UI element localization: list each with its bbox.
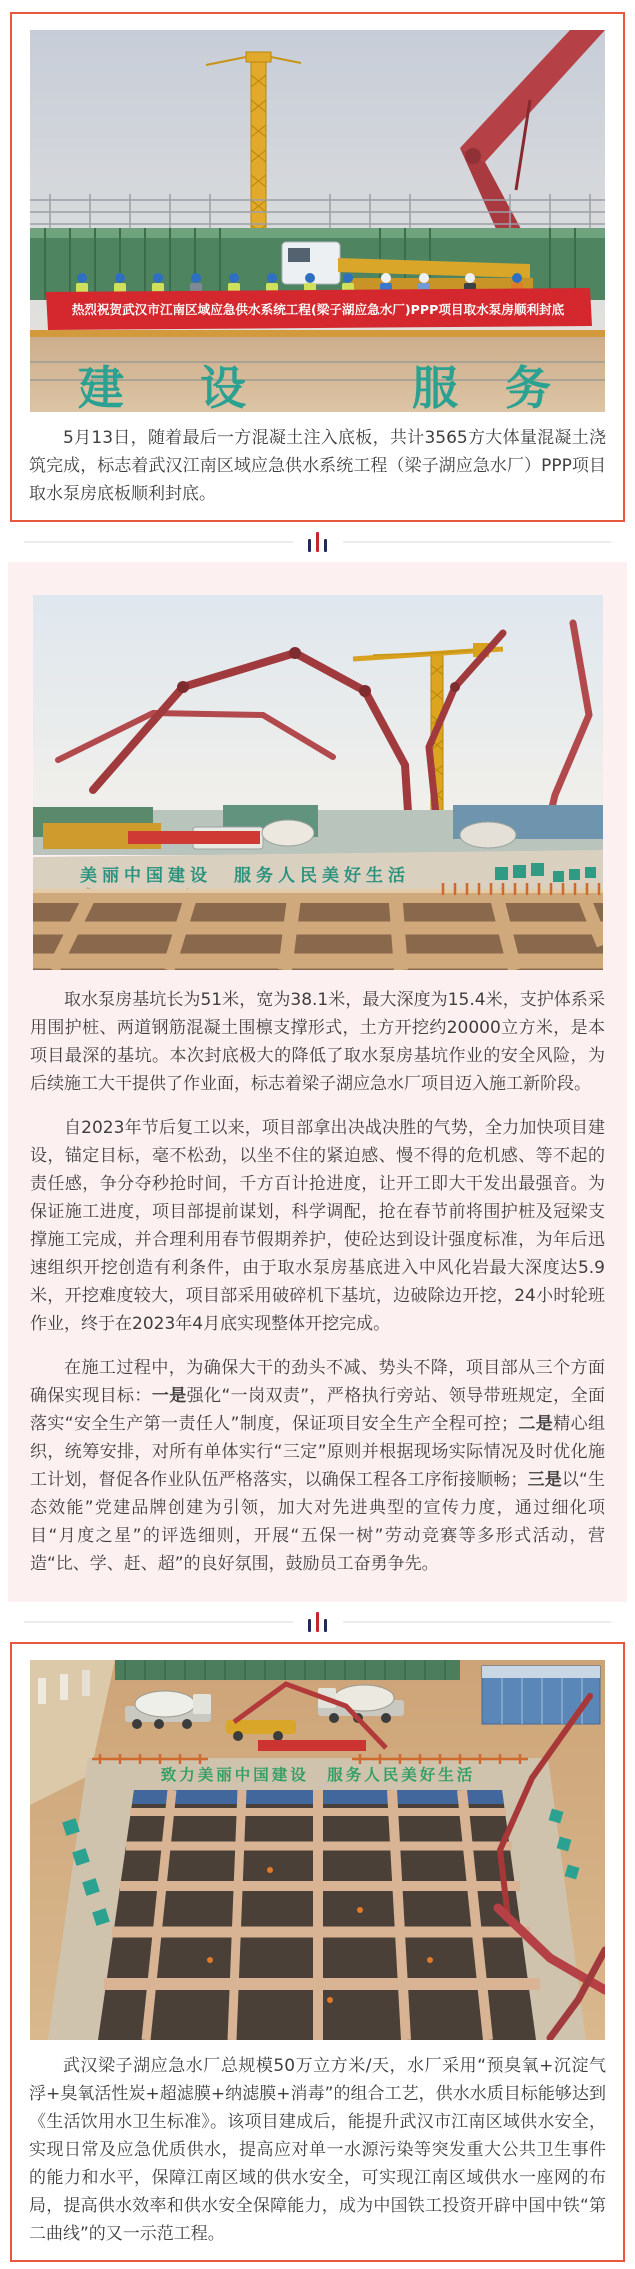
navy-bar xyxy=(324,539,327,552)
ceremony-photo[interactable] xyxy=(30,30,605,412)
text-segment: 强化“一岗双责”，严格执行旁站、领导带班规定，全面落实“安全生产第一责任人”制度，保证项目安全生产全程可控； xyxy=(30,1386,605,1434)
section-plant-overview xyxy=(10,1642,625,2262)
navy-bar xyxy=(308,539,311,552)
paragraph-intro: 5月13日，随着最后一方混凝土注入底板，共计3565方大体量混凝土浇筑完成，标志着武汉江南区域应急供水系统工程（梁子湖应急水厂）PPP项目取水泵房底板顺利封底。 xyxy=(29,428,606,504)
section-intro xyxy=(10,12,625,522)
pouring-photo[interactable] xyxy=(33,595,603,970)
three-bars-icon xyxy=(306,1612,330,1632)
barrier-rail xyxy=(30,330,605,337)
wall-char: 务 xyxy=(505,361,551,412)
text-segment: 以“生态效能”党建品牌创建为引领，加大对先进典型的宣传力度，通过细化项目“月度之星”的评选细则，开展“五保一树”劳动竞赛等多形式活动，营造“比、学、赶、超”的良好氛围，鼓励员工奋勇争先。 xyxy=(30,1470,606,1574)
divider-line xyxy=(343,1621,612,1623)
paragraph-pit-stats: 取水泵房基坑长为51米，宽为38.1米，最大深度为15.4米，支护体系采用围护桩、两道钢筋混凝土围檩支撑形式，土方开挖约20000立方米，是本项目最深的基坑。本次封底极大的降低了取水泵房基坑作业的安全风险，为后续施工大干提供了作业面，标志着梁子湖应急水厂项目迈入施工新阶段。 xyxy=(30,990,605,1094)
container-offices xyxy=(482,1666,600,1724)
divider-line xyxy=(343,541,612,543)
section-divider-1 xyxy=(24,524,611,560)
text-segment: 在施工过程中，为确保大干的劲头不减、势头不降，项目部从三个方面确保实现目标： xyxy=(30,1358,605,1406)
navy-bar xyxy=(324,1619,327,1632)
slogan-wall xyxy=(30,337,605,412)
banner-text: 热烈祝贺武汉市江南区域应急供水系统工程(梁子湖应急水厂)PPP项目取水泵房顺利封底 xyxy=(71,302,565,317)
aerial-pit-photo[interactable] xyxy=(30,1660,605,2040)
paragraph-plant-overview: 武汉梁子湖应急水厂总规模50万立方米/天，水厂采用“预臭氧+沉淀气浮+臭氧活性炭+超滤膜+纳滤膜+消毒”的组合工艺，供水水质目标能够达到《生活饮用水卫生标准》。该项目建成后，能提升武汉市江南区域供水安全，实现日常及应急优质供水，提高应对单一水源污染等突发重大公共卫生事件的能力和水平，保障江南区域的供水安全，可实现江南区域供水一座网的布局，提高供水效率和供水安全保障能力，成为中国铁工投资开辟中国中铁“第二曲线”的又一示范工程。 xyxy=(29,2056,606,2244)
red-bar xyxy=(316,1612,319,1632)
distant-site xyxy=(33,805,603,855)
section-divider-2 xyxy=(24,1604,611,1640)
divider-line xyxy=(24,541,293,543)
wall-char: 建 xyxy=(78,361,124,412)
wall-text: 美丽中国建设 服务人民美好生活 xyxy=(79,866,410,886)
foundation-beams xyxy=(33,883,603,970)
small-banner xyxy=(258,1740,366,1751)
scaffolding xyxy=(30,194,605,230)
wall-char: 设 xyxy=(200,361,246,412)
wall-char: 服 xyxy=(412,361,458,412)
three-bars-icon xyxy=(306,532,330,552)
ceremony-banner xyxy=(46,288,592,330)
text-segment-bold: 一是 xyxy=(151,1386,187,1406)
paragraph-progress: 自2023年节后复工以来，项目部拿出决战决胜的气势，全力加快项目建设，锚定目标，毫不松劲，以坐不住的紧迫感、慢不得的危机感、等不起的责任感，争分夺秒抢时间，千方百计抢进度，让开工即大干发出最强音。为保证施工进度，项目部提前谋划，科学调配，抢在春节前将围护桩及冠梁支撑施工完成，并合理利用春节假期养护，使砼达到设计强度标准，为年后迅速组织开挖创造有利条件，由于取水泵房基底进入中风化岩最大深度达5.9米，开挖难度较大，项目部采用破碎机下基坑，边破除边开挖，24小时轮班作业，终于在2023年4月底实现整体开挖完成。 xyxy=(30,1118,605,1334)
wall-text: 致力美丽中国建设 服务人民美好生活 xyxy=(160,1766,476,1784)
text-segment: 精心组织，统筹安排，对所有单体实行“三定”原则并根据现场实际情况及时优化施工计划，督促各作业队伍严格落实，以确保工程各工序衔接顺畅； xyxy=(30,1414,605,1490)
red-bar xyxy=(316,532,319,552)
text-segment-bold: 三是 xyxy=(527,1470,562,1490)
divider-line xyxy=(24,1621,293,1623)
navy-bar xyxy=(308,1619,311,1632)
section-construction xyxy=(8,562,627,1602)
paragraph-three-measures xyxy=(30,1354,605,1578)
text-segment-bold: 二是 xyxy=(517,1414,554,1434)
